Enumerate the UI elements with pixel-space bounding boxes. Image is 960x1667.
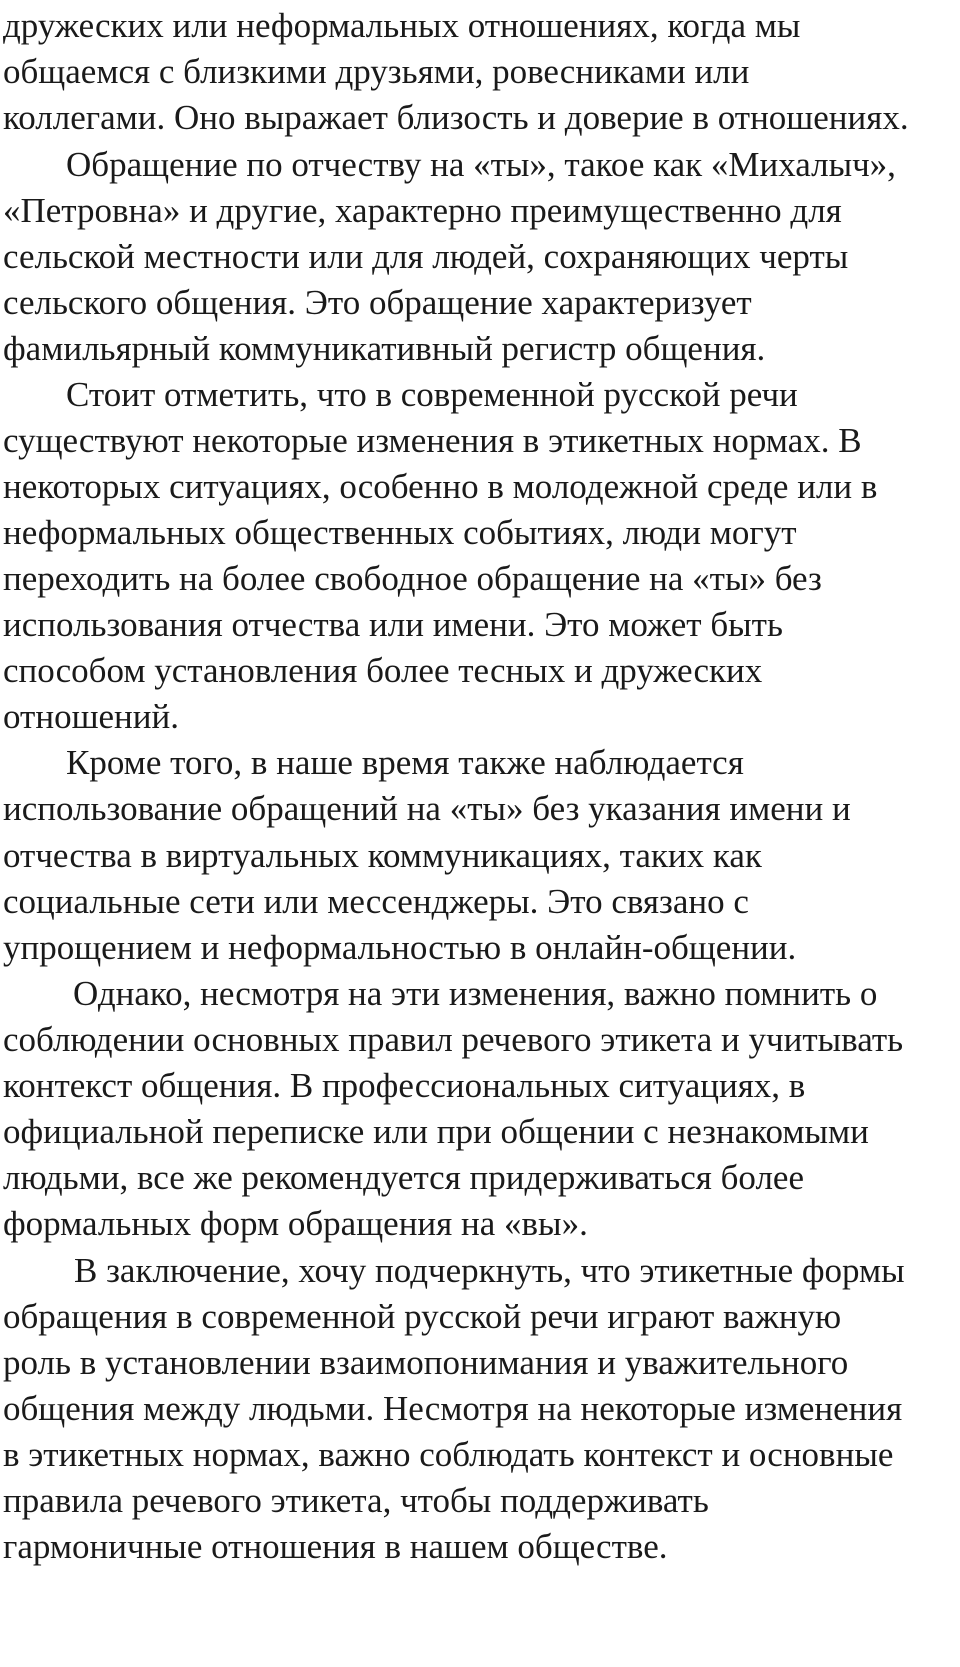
text-line: людьми, все же рекомендуется придерживаться более <box>3 1158 804 1197</box>
text-line: «Петровна» и другие, характерно преимущественно для <box>3 191 842 230</box>
text-line: соблюдении основных правил речевого этикета и учитывать <box>3 1020 904 1059</box>
text-line: в этикетных нормах, важно соблюдать контекст и основные <box>3 1435 894 1474</box>
text-line: роль в установлении взаимопонимания и уважительного <box>3 1343 849 1382</box>
text-line: фамильярный коммуникативный регистр общения. <box>3 329 766 368</box>
text-line: общаемся с близкими друзьями, ровесниками или <box>3 52 750 91</box>
text-line: существуют некоторые изменения в этикетных нормах. В <box>3 421 862 460</box>
text-line: способом установления более тесных и дружеских <box>3 651 763 690</box>
text-line: коллегами. Оно выражает близость и доверие в отношениях. <box>3 98 909 137</box>
text-line: формальных форм обращения на «вы». <box>3 1204 588 1243</box>
text-line: переходить на более свободное обращение на «ты» без <box>3 559 822 598</box>
text-line: дружеских или неформальных отношениях, когда мы <box>3 6 801 45</box>
text-line: социальные сети или мессенджеры. Это связано с <box>3 882 749 921</box>
text-line: гармоничные отношения в нашем обществе. <box>3 1527 668 1566</box>
text-line: неформальных общественных событиях, люди могут <box>3 513 797 552</box>
text-line: обращения в современной русской речи играют важную <box>3 1297 842 1336</box>
text-line: использование обращений на «ты» без указания имени и <box>3 789 851 828</box>
text-line: некоторых ситуациях, особенно в молодежной среде или в <box>3 467 878 506</box>
paragraph-first-line: Однако, несмотря на эти изменения, важно помнить о <box>73 974 878 1013</box>
text-line: правила речевого этикета, чтобы поддерживать <box>3 1481 709 1520</box>
paragraph-first-line: В заключение, хочу подчеркнуть, что этикетные формы <box>74 1251 905 1290</box>
text-line: отчества в виртуальных коммуникациях, таких как <box>3 836 762 875</box>
text-line: сельского общения. Это обращение характеризует <box>3 283 752 322</box>
text-line: отношений. <box>3 697 179 736</box>
text-line: сельской местности или для людей, сохраняющих черты <box>3 237 849 276</box>
text-line: официальной переписке или при общении с незнакомыми <box>3 1112 869 1151</box>
text-line: использования отчества или имени. Это может быть <box>3 605 783 644</box>
paragraph-first-line: Стоит отметить, что в современной русской речи <box>66 375 798 414</box>
text-line: контекст общения. В профессиональных ситуациях, в <box>3 1066 806 1105</box>
text-line: упрощением и неформальностью в онлайн-общении. <box>3 928 797 967</box>
text-line: общения между людьми. Несмотря на некоторые изменения <box>3 1389 903 1428</box>
paragraph-first-line: Обращение по отчеству на «ты», такое как «Михалыч», <box>66 145 896 184</box>
paragraph-first-line: Кроме того, в наше время также наблюдается <box>66 743 744 782</box>
